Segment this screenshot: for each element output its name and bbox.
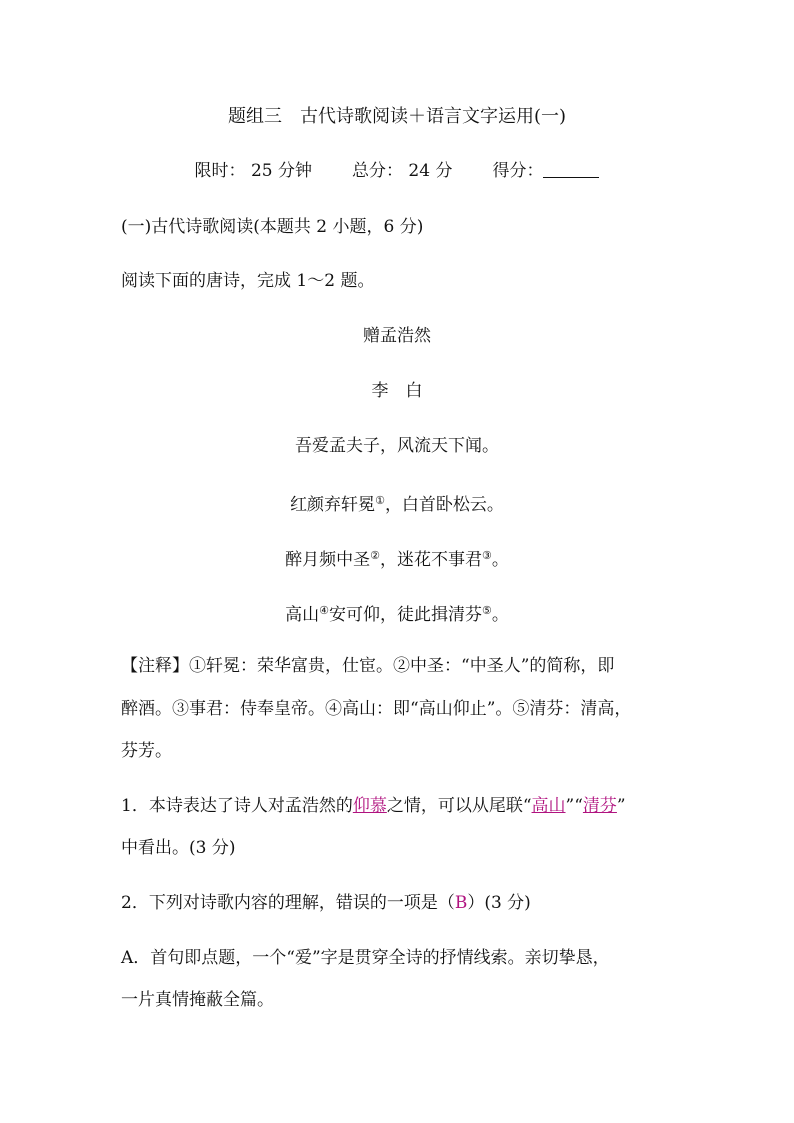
footnote-mark: ② [370, 549, 380, 562]
option-a-line-2: 一片真情掩蔽全篇。 [121, 990, 274, 1010]
poem-text: 醉月频中圣 [285, 550, 371, 570]
footnote-mark: ④ [319, 604, 329, 617]
poem-author: 李 白 [371, 381, 423, 401]
answer-text: 清芬 [582, 796, 617, 816]
section-instruction: 阅读下面的唐诗，完成 1～2 题。 [121, 271, 375, 291]
question-2 [121, 892, 531, 914]
question-text: ）(3 分) [467, 893, 531, 913]
poem-line-1: 吾爱孟夫子，风流天下闻。 [295, 436, 499, 456]
poem-line-4 [0, 600, 794, 626]
notes-line-3: 芬芳。 [121, 741, 172, 761]
time-limit: 限时： 25 分钟 [194, 161, 312, 181]
option-a-line-1: A．首句即点题，一个“爱”字是贯穿全诗的抒情线索。亲切挚恳， [121, 948, 610, 968]
poem-text: ，迷花不事君 [380, 550, 482, 570]
poem-line-3 [0, 545, 794, 571]
poem-text: 高山 [285, 605, 320, 625]
poem-title: 赠孟浩然 [363, 326, 431, 346]
section-heading: (一)古代诗歌阅读(本题共 2 小题，6 分) [121, 217, 424, 237]
answer-text: 高山 [531, 796, 566, 816]
score-label: 得分： [492, 161, 544, 181]
question-text: 2．下列对诗歌内容的理解，错误的一项是（ [121, 893, 455, 913]
poem-text: 红颜弃轩冕 [290, 495, 376, 515]
answer-text: 仰慕 [352, 796, 387, 816]
notes-line-2: 醉酒。③事君：侍奉皇帝。④高山：即“高山仰止”。⑤清芬：清高， [121, 699, 632, 719]
footnote-mark: ⑤ [482, 604, 492, 617]
question-1-line-2: 中看出。(3 分) [121, 838, 236, 858]
question-1 [121, 795, 626, 817]
poem-text: 。 [491, 550, 509, 570]
answer-text: B [454, 893, 468, 913]
total-score: 总分： 24 分 [352, 161, 453, 181]
question-text: ” [616, 796, 626, 816]
question-text: 之情，可以从尾联“ [386, 796, 532, 816]
poem-text: 安可仰，徒此揖清芬 [329, 605, 482, 625]
footnote-mark: ① [375, 494, 385, 507]
exam-meta [0, 160, 794, 182]
poem-line-2 [0, 490, 794, 516]
notes-line-1: 【注释】①轩冕：荣华富贵，仕宦。②中圣：“中圣人”的简称，即 [121, 656, 615, 676]
question-text: 1．本诗表达了诗人对孟浩然的 [121, 796, 353, 816]
poem-text: 。 [491, 605, 509, 625]
footnote-mark: ③ [482, 549, 492, 562]
page-title: 题组三 古代诗歌阅读＋语言文字运用(一) [227, 106, 567, 127]
score-blank [543, 161, 599, 178]
poem-text: ，白首卧松云。 [384, 495, 504, 515]
question-text: ”“ [565, 796, 583, 816]
